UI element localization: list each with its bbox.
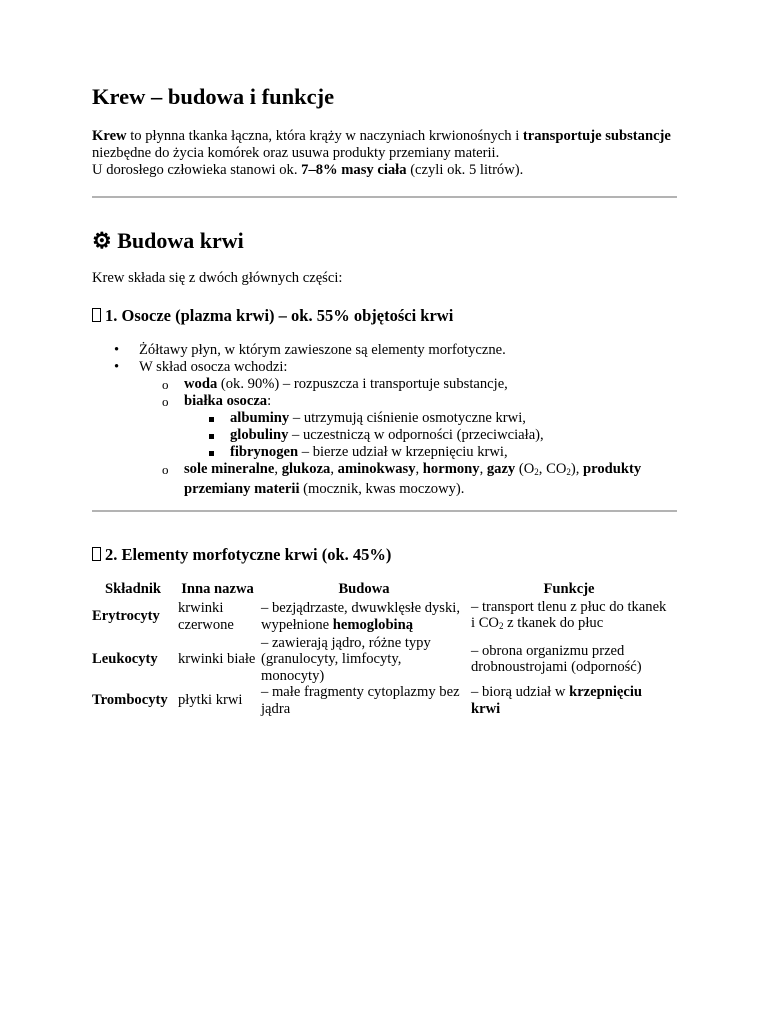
intro-line-2: U dorosłego człowieka stanowi ok. 7–8% masy ciała (czyli ok. 5 litrów).: [92, 162, 524, 178]
page-title: Krew – budowa i funkcje: [92, 84, 335, 109]
list-item: fibrynogen – bierze udział w krzepnięciu krwi,: [184, 444, 677, 461]
plasma-sublist: [114, 376, 677, 498]
subheading-elements: 2. Elementy morfotyczne krwi (ok. 45%): [92, 545, 391, 565]
column-header: Budowa: [338, 581, 390, 597]
list-item: o sole mineralne, glukoza, aminokwasy, hormony, gazy ($O_2$, $CO_2$), produkty przemiany materii (mocznik, kwas moczowy).: [114, 461, 677, 498]
section-divider: [92, 196, 677, 198]
list-item: albuminy – utrzymują ciśnienie osmotyczne krwi,: [184, 410, 677, 427]
placeholder-glyph-icon: [92, 308, 101, 322]
table-row: [90, 635, 669, 685]
list-item: o białka osocza: albuminy – utrzymują ciśnienie osmotyczne krwi, globuliny – uczestniczą w odporności (przeciwciała), fibrynogen – bierze udział w krzepnięciu krwi,: [114, 393, 677, 461]
table-row: [90, 599, 669, 635]
section-heading-budowa: ⚙ Budowa krwi: [92, 228, 244, 253]
cell-component: Trombocyty: [92, 692, 168, 709]
intro-line-1: Krew to płynna tkanka łączna, która krąży w naczyniach krwionośnych i transportuje substancje niezbędne do życia komórek oraz usuwa produkty przemiany materii.: [92, 128, 671, 161]
table-row: [90, 684, 669, 717]
cell-component: Leukocyty: [92, 651, 158, 667]
cell-structure: – zawierają jądro, różne typy (granulocyty, limfocyty, monocyty): [261, 634, 431, 684]
cell-function: – obrona organizmu przed drobnoustrojami (odporność): [471, 642, 642, 676]
cell-function: – biorą udział w krzepnięciu krwi: [471, 684, 643, 717]
plasma-list: [114, 342, 677, 376]
column-header: Funkcje: [543, 581, 595, 597]
section-divider: [92, 510, 677, 512]
list-item: • Żółtawy płyn, w którym zawieszone są elementy morfotyczne.: [114, 342, 677, 359]
cell-alt-name: płytki krwi: [178, 692, 243, 709]
section-lead: Krew składa się z dwóch głównych części:: [92, 270, 343, 286]
placeholder-glyph-icon: [92, 547, 101, 561]
cell-component: Erytrocyty: [92, 608, 160, 625]
column-header: Inna nazwa: [181, 581, 254, 597]
cell-alt-name: krwinki białe: [178, 651, 256, 667]
column-header: Składnik: [105, 581, 161, 597]
table-header-row: [90, 580, 669, 599]
gear-icon: ⚙: [92, 228, 112, 253]
cell-structure: – małe fragmenty cytoplazmy bez jądra: [261, 684, 460, 717]
list-item: o woda (ok. 90%) – rozpuszcza i transportuje substancje,: [114, 376, 677, 393]
cell-function: – transport tlenu z płuc do tkanek i $CO_2$ z tkanek do płuc: [471, 598, 667, 631]
list-item: globuliny – uczestniczą w odporności (przeciwciała),: [184, 427, 677, 444]
elements-table: [90, 580, 669, 717]
list-item: • W skład osocza wchodzi:: [114, 359, 677, 376]
intro-paragraph: [92, 128, 677, 179]
subheading-plasma: 1. Osocze (plazma krwi) – ok. 55% objętości krwi: [92, 306, 453, 326]
cell-structure: – bezjądrzaste, dwuwklęsłe dyski, wypełnione hemoglobiną: [261, 600, 460, 633]
cell-alt-name: krwinki czerwone: [178, 600, 234, 633]
